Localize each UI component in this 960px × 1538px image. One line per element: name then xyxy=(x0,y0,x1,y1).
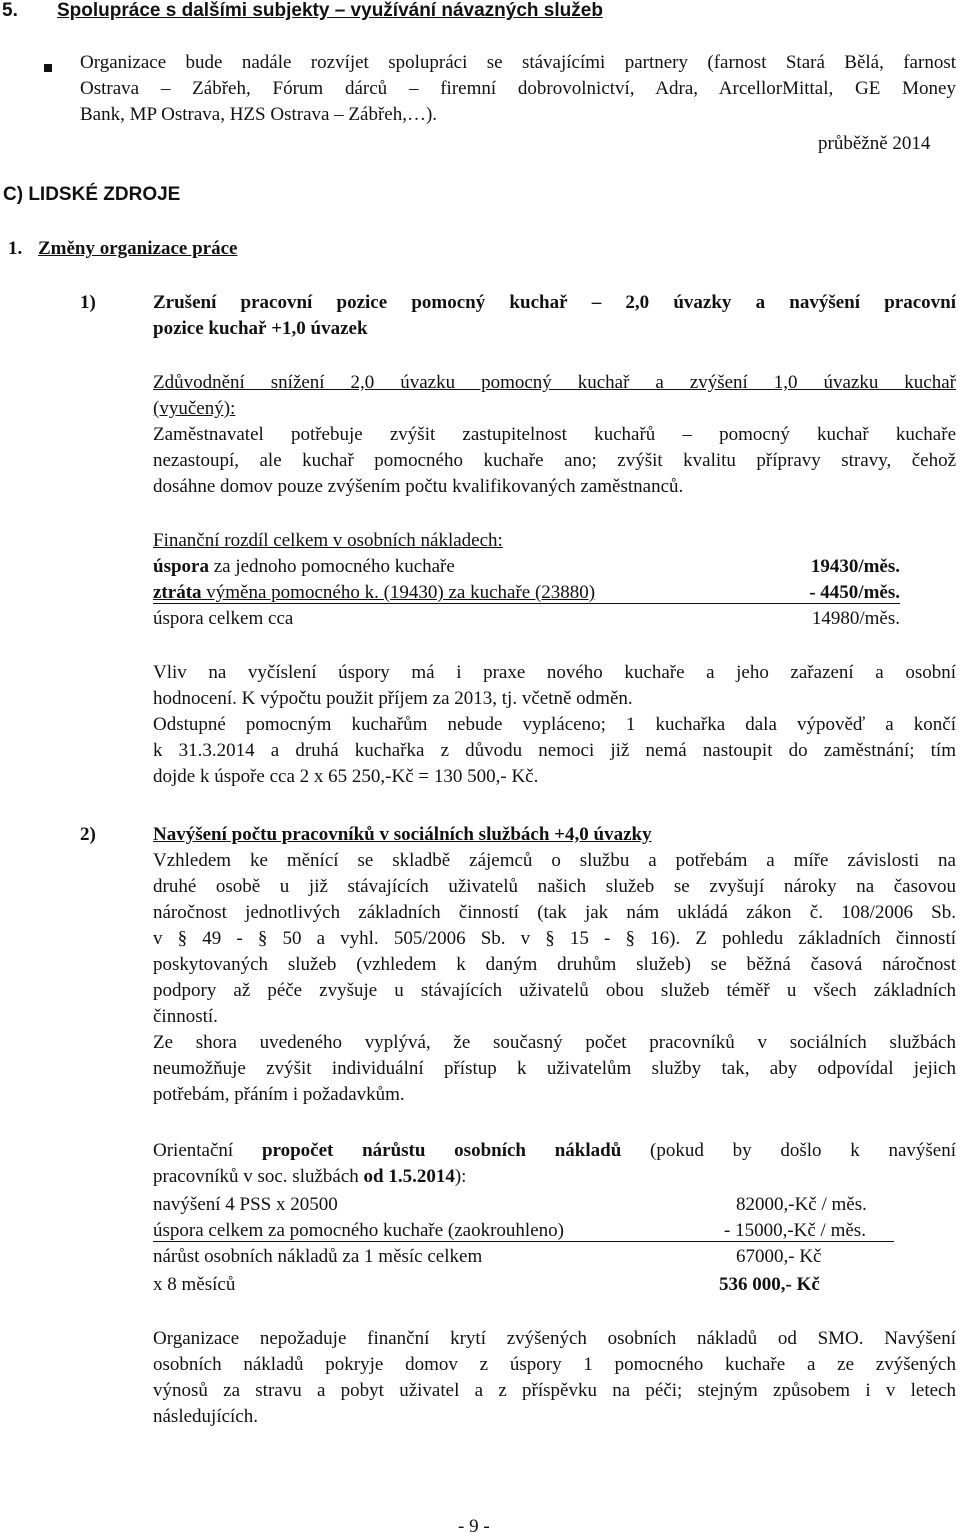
note-line: Odstupné pomocným kuchařům nebude vypláceno; 1 kuchařka dala výpověď a končí xyxy=(153,714,956,735)
final-line: výnosů za stravu a pobyt uživatel a z příspěvku na péči; stejným způsobem i v letech xyxy=(153,1380,956,1401)
cost-row-value: 82000,-Kč / měs. xyxy=(736,1194,867,1215)
reason-line: dosáhne domov pouze zvýšením počtu kvalifikovaných zaměstnanců. xyxy=(153,476,684,497)
reason-line: nezastoupí, ale kuchař pomocného kuchaře ano; zvýšit kvalitu přípravy stravy, čehož xyxy=(153,450,956,471)
cost-row-label: nárůst osobních nákladů za 1 měsíc celkem xyxy=(153,1246,483,1267)
paragraph-line: Organizace bude nadále rozvíjet spolupráci se stávajícími partnery (farnost Stará Bělá, farnost xyxy=(80,52,956,73)
paragraph-line: náročnost jednotlivých základních činností (tak jak nám ukládá zákon č. 108/2006 Sb. xyxy=(153,902,956,923)
item-heading: Navýšení počtu pracovníků v sociálních službách +4,0 úvazky xyxy=(153,824,652,845)
paragraph-line: v § 49 - § 50 a vyhl. 505/2006 Sb. v § 15 - § 16). Z pohledu základních činností xyxy=(153,928,956,949)
paragraph-line: činností. xyxy=(153,1006,218,1027)
final-line: následujících. xyxy=(153,1406,258,1427)
section-c-title: C) LIDSKÉ ZDROJE xyxy=(3,184,181,205)
finance-row-value: 19430/měs. xyxy=(810,556,900,577)
note-line: hodnocení. K výpočtu použit příjem za 2013, tj. včetně odměn. xyxy=(153,688,633,709)
cost-row-label: x 8 měsíců xyxy=(153,1274,236,1295)
timeline-note: průběžně 2014 xyxy=(818,133,931,154)
justification-line: (vyučený): xyxy=(153,398,236,419)
cost-row-value: 67000,- Kč xyxy=(736,1246,822,1267)
paragraph-line: Ostrava – Zábřeh, Fórum dárců – firemní dobrovolnictví, Adra, ArcellorMittal, GE Money xyxy=(80,78,956,99)
page-number: - 9 - xyxy=(458,1516,490,1537)
subsection-title: Změny organizace práce xyxy=(38,238,238,259)
sum-line xyxy=(153,603,900,604)
reason-line: Zaměstnavatel potřebuje zvýšit zastupitelnost kuchařů – pomocný kuchař kuchaře xyxy=(153,424,956,445)
paragraph-line: poskytovaných služeb (vzhledem k daným druhům služeb) se běžná časová náročnost xyxy=(153,954,956,975)
finance-heading: Finanční rozdíl celkem v osobních nákladech: xyxy=(153,530,503,551)
paragraph-line: druhé osobě u již stávajících uživatelů našich služeb se zvyšují nároky na časovou xyxy=(153,876,956,897)
estimate-line: pracovníků v soc. službách od 1.5.2014): xyxy=(153,1166,467,1187)
sum-line xyxy=(153,1241,894,1242)
paragraph-line: podpory až péče zvyšuje u stávajících uživatelů obou služeb téměř u všech základních xyxy=(153,980,956,1001)
finance-row-value: 14980/měs. xyxy=(811,608,900,629)
paragraph-line: Ze shora uvedeného vyplývá, že současný počet pracovníků v sociálních službách xyxy=(153,1032,956,1053)
justification-line: Zdůvodnění snížení 2,0 úvazku pomocný kuchař a zvýšení 1,0 úvazku kuchař xyxy=(153,372,956,393)
final-line: osobních nákladů pokryje domov z úspory 1 pomocného kuchaře a ze zvýšených xyxy=(153,1354,956,1375)
note-line: k 31.3.2014 a druhá kuchařka z důvodu nemoci již nemá nastoupit do zaměstnání; tím xyxy=(153,740,956,761)
item-number: 1) xyxy=(80,292,96,313)
item-heading: Zrušení pracovní pozice pomocný kuchař – 2,0 úvazky a navýšení pracovní xyxy=(153,292,956,313)
section-title: Spolupráce s dalšími subjekty – využívání návazných služeb xyxy=(57,0,603,21)
item-heading: pozice kuchař +1,0 úvazek xyxy=(153,318,368,339)
finance-row-label: úspora celkem cca xyxy=(153,608,294,629)
finance-row-label: ztráta výměna pomocného k. (19430) za kuchaře (23880) xyxy=(153,582,596,603)
cost-row-label: navýšení 4 PSS x 20500 xyxy=(153,1194,338,1215)
paragraph-line: neumožňuje zvýšit individuální přístup k uživatelům služby tak, aby odpovídal jejich xyxy=(153,1058,956,1079)
note-line: dojde k úspoře cca 2 x 65 250,-Kč = 130 500,- Kč. xyxy=(153,766,539,787)
section-number: 5. xyxy=(2,0,18,21)
cost-row-value: 536 000,- Kč xyxy=(719,1274,820,1295)
finance-row-value: - 4450/měs. xyxy=(809,582,900,603)
subsection-number: 1. xyxy=(8,238,23,259)
cost-row-label: úspora celkem za pomocného kuchaře (zaokrouhleno) xyxy=(153,1220,564,1241)
paragraph-line: Bank, MP Ostrava, HZS Ostrava – Zábřeh,…). xyxy=(80,104,438,125)
paragraph-line: Vzhledem ke měnící se skladbě zájemců o službu a potřebám a míře závislosti na xyxy=(153,850,956,871)
finance-row-label: úspora za jednoho pomocného kuchaře xyxy=(153,556,455,577)
paragraph-line: potřebám, přáním i požadavkům. xyxy=(153,1084,405,1105)
bullet-square-icon xyxy=(44,64,52,72)
note-line: Vliv na vyčíslení úspory má i praxe nového kuchaře a jeho zařazení a osobní xyxy=(153,662,956,683)
final-line: Organizace nepožaduje finanční krytí zvýšených osobních nákladů od SMO. Navýšení xyxy=(153,1328,956,1349)
cost-row-value: - 15000,-Kč / měs. xyxy=(724,1220,866,1241)
item-number: 2) xyxy=(80,824,96,845)
estimate-line: Orientační propočet nárůstu osobních nákladů (pokud by došlo k navýšení xyxy=(153,1140,957,1161)
